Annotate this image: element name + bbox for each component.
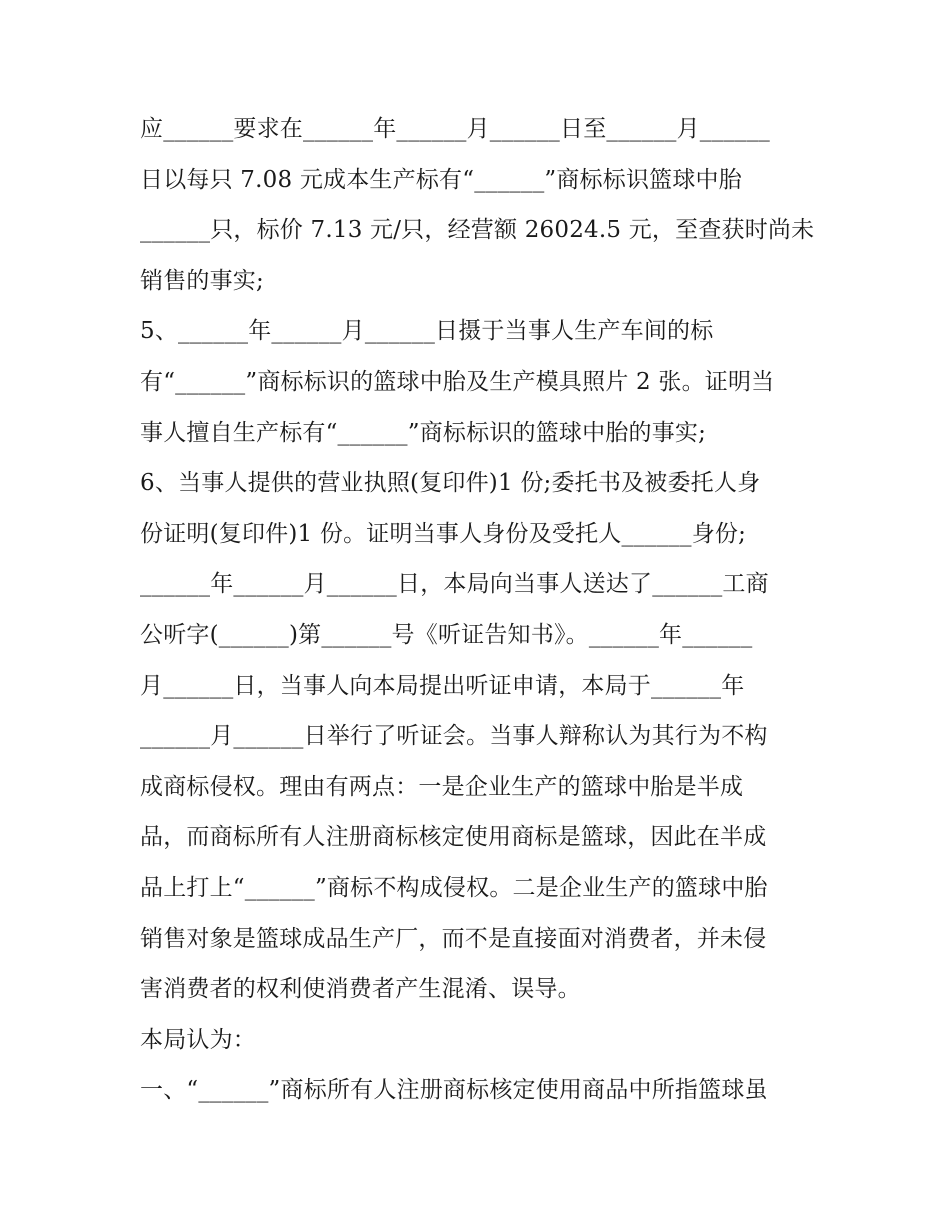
text-line: 一、“______”商标所有人注册商标核定使用商品中所指篮球虽 [140,1077,768,1104]
text-line: ______只，标价 7.13 元/只，经营额 26024.5 元，至查获时尚未 [140,217,815,244]
text-line: ______年______月______日，本局向当事人送达了______工商 [140,571,769,598]
text-line: 事人擅自生产标有“______”商标标识的篮球中胎的事实; [140,419,707,446]
text-line: 品上打上“______”商标不构成侵权。二是企业生产的篮球中胎 [140,874,768,901]
text-line: 5、______年______月______日摄于当事人生产车间的标 [140,318,714,345]
text-line: 有“______”商标标识的篮球中胎及生产模具照片 2 张。证明当 [140,368,775,395]
text-line: 月______日，当事人向本局提出听证申请，本局于______年 [140,672,745,699]
text-line: 销售的事实; [140,267,264,294]
text-line: 日以每只 7.08 元成本生产标有“______”商标标识篮球中胎 [140,166,742,193]
document-body [140,104,820,1116]
text-line: 害消费者的权利使消费者产生混淆、误导。 [140,976,581,1003]
text-line: 公听字(______)第______号《听证告知书》。______年______ [140,621,753,648]
text-line: 成商标侵权。理由有两点：一是企业生产的篮球中胎是半成 [140,773,744,800]
text-line: 应______要求在______年______月______日至______月______ [140,116,770,142]
text-line: 销售对象是篮球成品生产厂，而不是直接面对消费者，并未侵 [140,925,767,952]
text-line: 本局认为： [140,1026,256,1053]
text-line: ______月______日举行了听证会。当事人辩称认为其行为不构 [140,723,768,750]
text-line: 品，而商标所有人注册商标核定使用商标是篮球，因此在半成 [140,824,767,851]
text-line: 份证明(复印件)1 份。证明当事人身份及受托人______身份; [140,520,747,547]
text-line: 6、当事人提供的营业执照(复印件)1 份;委托书及被委托人身 [140,470,761,497]
